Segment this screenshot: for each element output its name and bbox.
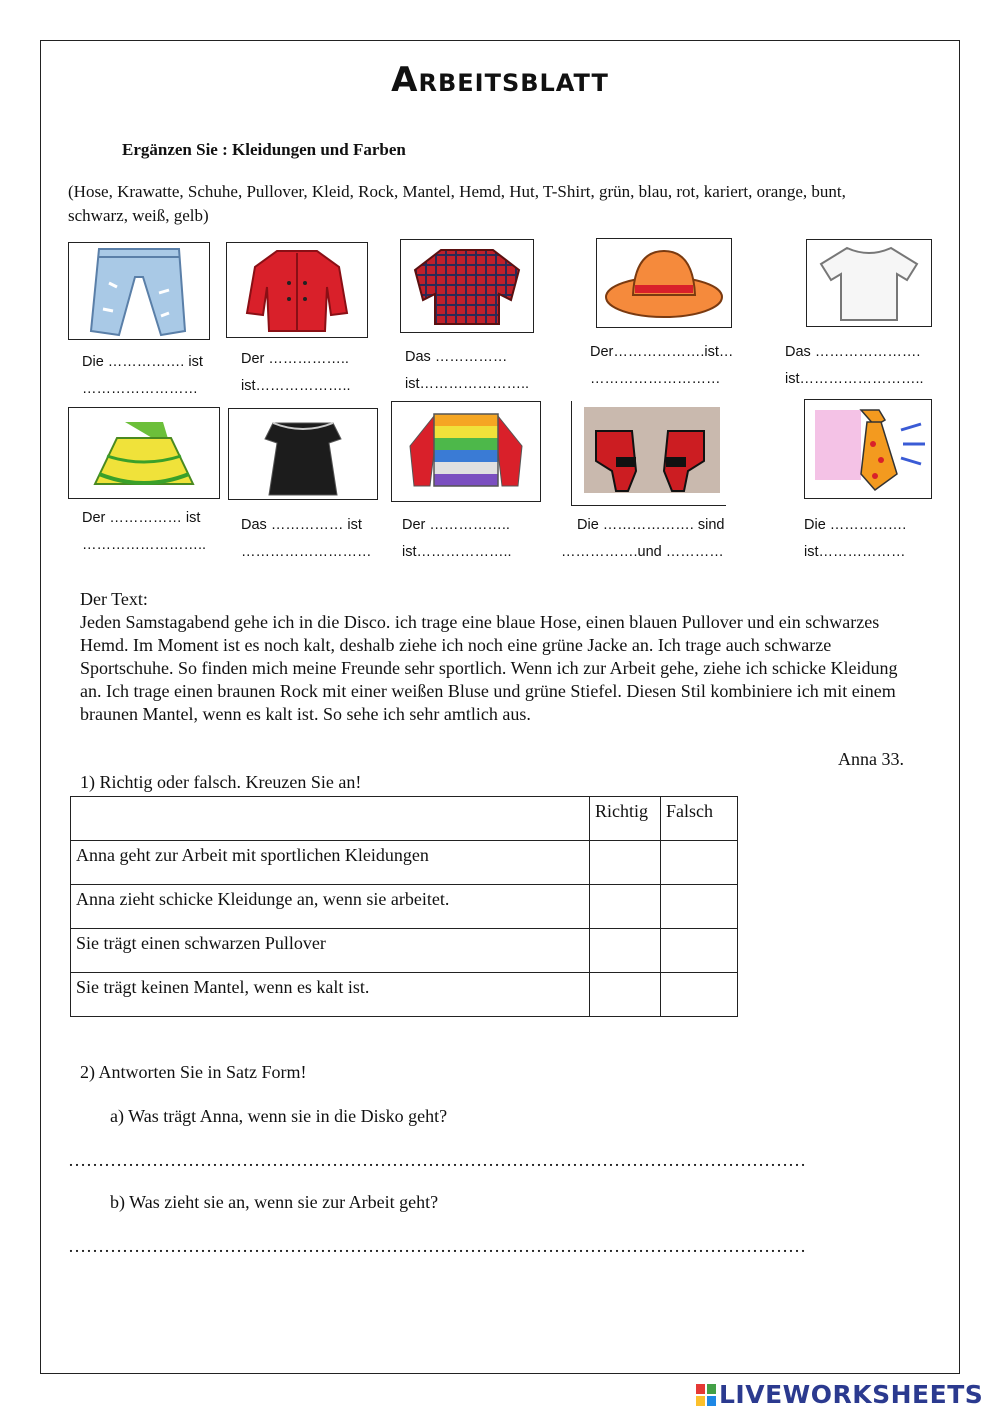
caption-sweater: Der …………….. ist……………….. <box>402 517 512 560</box>
jeans-icon <box>68 242 210 340</box>
caption-hat: Der……………….ist… ……………………… <box>590 344 734 387</box>
liveworksheets-logo <box>696 1380 983 1409</box>
table-row <box>71 885 738 929</box>
caption-tie: Die ……………. ist……………… <box>804 517 907 560</box>
question-a: a) Was trägt Anna, wenn sie in die Disko geht? <box>110 1106 448 1126</box>
caption-plaid-shirt: Das …………… ist………………….. <box>405 349 530 392</box>
falsch-checkbox[interactable] <box>661 841 738 885</box>
caption-tshirt: Das …………………. ist…………………….. <box>785 344 924 387</box>
falsch-checkbox[interactable] <box>661 973 738 1017</box>
striped-sweater-icon <box>391 401 541 502</box>
true-false-table <box>70 796 738 1017</box>
caption-jeans: Die ……………. ist …………………… <box>82 354 203 397</box>
red-coat-icon <box>226 242 368 338</box>
reading-text <box>80 588 910 726</box>
statement: Anna zieht schicke Kleidunge an, wenn sie arbeitet. <box>71 885 590 929</box>
yellow-skirt-icon <box>68 407 220 499</box>
reading-text-body: Jeden Samstagabend gehe ich in die Disco. ich trage eine blaue Hose, einen blauen Pullover und ein schwarzes Hemd. Im Moment ist es noch kalt, deshalb ziehe ich noch eine grüne Jacke an. Ich trage auch schwarze Sportschuhe. So finden mich meine Freunde sehr sportlich. Wenn ich zur Arbeit gehe, ziehe ich schicke Kleidung an. Ich trage einen braunen Rock mit einer weißen Bluse und grüne Stiefel. Diesen Stil kombiniere ich mit einem braunen Mantel, wenn es kalt ist. So sehe ich sehr amtlich aus. <box>80 612 898 724</box>
table-row <box>71 841 738 885</box>
statement: Sie trägt einen schwarzen Pullover <box>71 929 590 973</box>
statement: Anna geht zur Arbeit mit sportlichen Kleidungen <box>71 841 590 885</box>
answer-line-b[interactable]: …………………………………………………………………………………………………………… <box>68 1236 806 1256</box>
question-b: b) Was zieht sie an, wenn sie zur Arbeit geht? <box>110 1192 439 1212</box>
page-title: Arbeitsblatt <box>391 60 609 100</box>
statement: Sie trägt keinen Mantel, wenn es kalt ist. <box>71 973 590 1017</box>
richtig-checkbox[interactable] <box>590 973 661 1017</box>
column-falsch: Falsch <box>661 797 738 841</box>
caption-shoes: Die ………………. sind …………….und ………… <box>561 517 725 560</box>
red-shoes-icon <box>571 401 726 506</box>
orange-hat-icon <box>596 238 732 328</box>
plaid-shirt-icon <box>400 239 534 333</box>
white-tshirt-icon <box>806 239 932 327</box>
brand-name: LIVEWORKSHEETS <box>719 1380 984 1409</box>
exercise-instruction: Ergänzen Sie : Kleidungen und Farben <box>122 140 406 159</box>
liveworksheets-badge-icon <box>696 1383 716 1405</box>
falsch-checkbox[interactable] <box>661 885 738 929</box>
text-author: Anna 33. <box>838 749 904 769</box>
caption-dress: Das …………… ist ……………………… <box>241 517 372 560</box>
caption-skirt: Der …………… ist …………………….. <box>82 510 207 553</box>
richtig-checkbox[interactable] <box>590 841 661 885</box>
reading-text-heading: Der Text: <box>80 589 148 609</box>
column-richtig: Richtig <box>590 797 661 841</box>
tie-icon <box>804 399 932 499</box>
richtig-checkbox[interactable] <box>590 885 661 929</box>
richtig-checkbox[interactable] <box>590 929 661 973</box>
answer-line-a[interactable]: …………………………………………………………………………………………………………… <box>68 1150 806 1170</box>
table-header-row <box>71 797 738 841</box>
word-bank: (Hose, Krawatte, Schuhe, Pullover, Kleid, Rock, Mantel, Hemd, Hut, T-Shirt, grün, blau, rot, kariert, orange, bunt, schwarz, weiß, gelb) <box>68 182 846 225</box>
falsch-checkbox[interactable] <box>661 929 738 973</box>
black-dress-icon <box>228 408 378 500</box>
table-row <box>71 973 738 1017</box>
task2-instruction: 2) Antworten Sie in Satz Form! <box>80 1062 307 1082</box>
table-row <box>71 929 738 973</box>
task1-instruction: 1) Richtig oder falsch. Kreuzen Sie an! <box>80 772 362 792</box>
caption-coat: Der …………….. ist……………….. <box>241 351 351 394</box>
